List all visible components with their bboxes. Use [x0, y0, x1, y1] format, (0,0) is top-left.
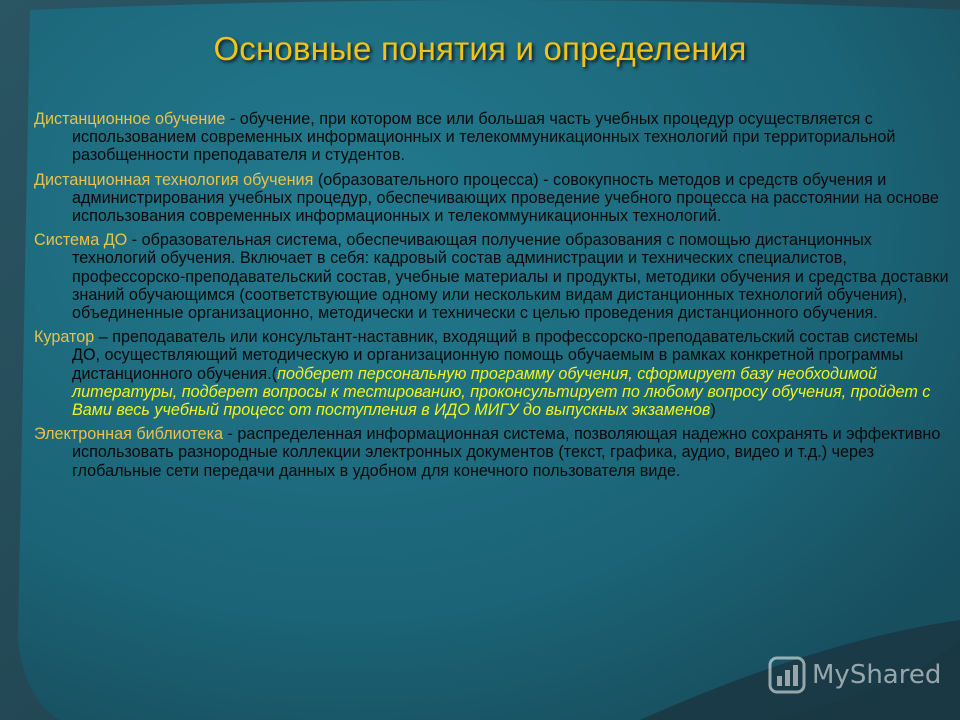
note-close-paren: ): [710, 401, 716, 420]
definition-e-library: [34, 425, 949, 480]
term: Дистанционное обучение: [34, 110, 226, 128]
term: Дистанционная технология обучения: [34, 170, 314, 189]
definition-text: - образовательная система, обеспечивающая получение образования с помощью дистанционных технологий обучения. Включает в себя: кадровый состав администрации и технических специалистов, профессорско-преподавательский состав, учебные материалы и продукты, методики обучения и средства доставки знаний обучающимся (соответствующие одному или нескольким видам дистанционных технологий обучения), объединенные организационно, методически и технически с целью проведения дистанционного обучения.: [72, 231, 949, 323]
definition-text: – преподаватель или консультант-наставник, входящий в профессорско-преподавательский состав системы ДО, осуществляющий методическую и организационную помощь обучаемым в рамках конкретной программы дистанционного обучения.: [72, 328, 919, 383]
term: Электронная библиотека: [34, 425, 224, 444]
watermark-text: MyShared: [812, 660, 942, 690]
definition-curator: [34, 328, 949, 419]
definition-distance-technology: [34, 171, 949, 226]
curator-note: подберет персональную программу обучения, сформирует базу необходимой литературы, подберет вопросы к тестированию, проконсультирует по любому вопросу обучения, пройдет с Вами весь учебный процесс от поступления в ИДО МИГУ до выпускных экзаменов: [72, 364, 931, 420]
definition-text: - обучение, при котором все или большая часть учебных процедур осуществляется с использованием современных информационных и телекоммуникационных технологий при территориальной разобщенности преподавателя и студентов.: [72, 110, 896, 165]
term: Система ДО: [34, 231, 128, 250]
definition-text: (образовательного процесса) - совокупность методов и средств обучения и администрирования учебных процедур, обеспечивающих проведение учебного процесса на расстоянии на основе использования современных информационных и телекоммуникационных технологий.: [72, 170, 939, 226]
myshared-logo-icon: [768, 656, 806, 694]
definition-text: - распределенная информационная система, позволяющая надежно сохранять и эффективно использовать разнородные коллекции электронных документов (текст, графика, аудио, видео и т.д.) через глобальные сети передачи данных в удобном для конечного пользователя виде.: [72, 425, 941, 480]
term: Куратор: [34, 328, 95, 347]
definitions-list: [34, 110, 949, 486]
note-open-paren: (: [271, 364, 278, 383]
definition-distance-learning: [34, 110, 949, 165]
slide-title: Основные понятия и определения: [213, 30, 747, 67]
definition-do-system: [34, 231, 949, 322]
myshared-watermark: [768, 656, 941, 694]
